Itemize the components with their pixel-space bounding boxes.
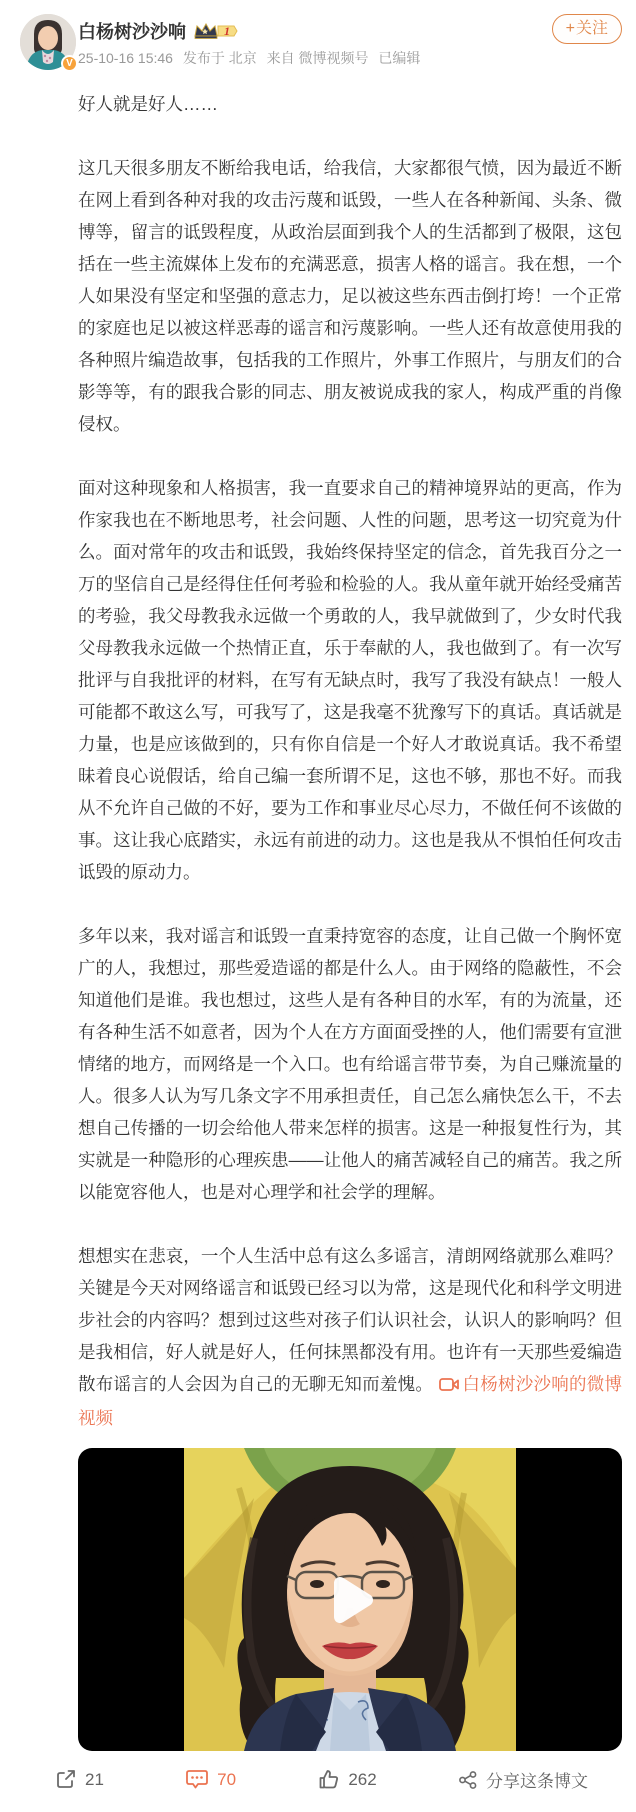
avatar[interactable] — [20, 14, 76, 70]
repost-button[interactable] — [54, 1768, 104, 1791]
post-location: 发布于 北京 — [182, 50, 257, 66]
post-paragraph: 好人就是好人…… — [78, 94, 218, 114]
post-paragraph-text: 想想实在悲哀，一个人生活中总有这么多谣言，清朗网络就那么难吗？关键是今天对网络谣言和诋毁已经习以为常，这是现代化和科学文明进步社会的内容吗？想到过这些对孩子们认识社会，认识人的影响吗？但是我相信，好人就是好人，任何抹黑都没有用。也许有一天那些爱编造散布谣言的人会因为自己的无聊无知而羞愧。 — [78, 1246, 622, 1394]
post-source[interactable]: 来自 微博视频号 — [266, 50, 369, 66]
vip-level: 1 — [224, 23, 230, 38]
username[interactable]: 白杨树沙沙响 — [78, 22, 186, 42]
verified-v-icon: V — [61, 55, 78, 72]
crown-icon — [192, 21, 238, 41]
like-count: 262 — [348, 1769, 377, 1789]
share-label: 分享这条博文 — [485, 1772, 588, 1791]
video-camera-icon — [439, 1370, 459, 1402]
play-icon[interactable] — [315, 1565, 385, 1635]
plus-icon: + — [565, 20, 575, 37]
follow-button[interactable] — [552, 14, 622, 44]
post-header — [0, 0, 636, 84]
video-link-label: 白杨树沙沙响的微博视频 — [78, 1374, 622, 1428]
vip-crown-badge-icon[interactable] — [192, 21, 230, 41]
comment-icon — [185, 1768, 209, 1791]
video-player[interactable] — [78, 1448, 622, 1751]
post-paragraph — [78, 1240, 622, 1434]
post-paragraph: 这几天很多朋友不断给我电话，给我信，大家都很气愤，因为最近不断在网上看到各种对我的攻击污蔑和诋毁，一些人在各种新闻、头条、微博等，留言的诋毁程度，从政治层面到我个人的生活都到了极限，这包括在一些主流媒体上发布的充满恶意，损害人格的谣言。我在想，一个人如果没有坚定和坚强的意志力，足以被这些东西击倒打垮！一个正常的家庭也足以被这样恶毒的谣言和污蔑影响。一些人还有故意使用我的各种照片编造故事，包括我的工作照片，外事工作照片，与朋友们的合影等等，有的跟我合影的同志、朋友被说成我的家人，构成严重的肖像侵权。 — [78, 158, 622, 434]
repost-count: 21 — [85, 1769, 104, 1789]
comment-count: 70 — [217, 1769, 237, 1789]
like-button[interactable] — [317, 1768, 376, 1791]
thumbs-up-icon — [317, 1768, 340, 1791]
name-row — [78, 18, 230, 44]
share-button[interactable] — [458, 1767, 588, 1792]
edited-label: 已编辑 — [378, 50, 421, 66]
post-body — [78, 88, 622, 1751]
repost-icon — [54, 1768, 77, 1791]
follow-label: 关注 — [575, 20, 608, 37]
post-paragraph: 多年以来，我对谣言和诋毁一直秉持宽容的态度，让自己做一个胸怀宽广的人，我想过，那些爱造谣的都是什么人。由于网络的隐蔽性，不会知道他们是谁。我也想过，这些人是有各种目的水军，有的为流量，还有各种生活不如意者，因为个人在方方面面受挫的人，他们需要有宣泄情绪的地方，而网络是一个入口。也有给谣言带节奏，为自己赚流量的人。很多人认为写几条文字不用承担责任，自己怎么痛快怎么干，不去想自己传播的一切会给他人带来怎样的损害。这是一种报复性行为，其实就是一种隐形的心理疾患——让他人的痛苦减轻自己的痛苦。我之所以能宽容他人，也是对心理学和社会学的理解。 — [78, 926, 622, 1202]
comment-button[interactable] — [185, 1768, 236, 1791]
post-meta — [78, 48, 426, 68]
post-paragraph: 面对这种现象和人格损害，我一直要求自己的精神境界站的更高，作为作家我也在不断地思考，社会问题、人性的问题，思考这一切究竟为什么。面对常年的攻击和诋毁，我始终保持坚定的信念，首先我百分之一万的坚信自己是经得住任何考验和检验的人。我从童年就开始经受痛苦的考验，我父母教我永远做一个勇敢的人，我早就做到了，少女时代我父母教我永远做一个热情正直，乐于奉献的人，我也做到了。有一次写批评与自我批评的材料，在写有无缺点时，我写了我没有缺点！一般人可能都不敢这么写，可我写了，这是我毫不犹豫写下的真话。真话就是力量，也是应该做到的，只有你自信是一个好人才敢说真话。我不希望昧着良心说假话，给自己编一套所谓不足，这也不够，那也不好。而我从不允许自己做的不好，要为工作和事业尽心尽力，不做任何不该做的事。这让我心底踏实，永远有前进的动力。这也是我从不惧怕任何攻击诋毁的原动力。 — [78, 478, 622, 882]
share-nodes-icon — [458, 1770, 478, 1790]
timestamp: 25-10-16 15:46 — [78, 50, 173, 66]
action-bar — [0, 1751, 636, 1808]
